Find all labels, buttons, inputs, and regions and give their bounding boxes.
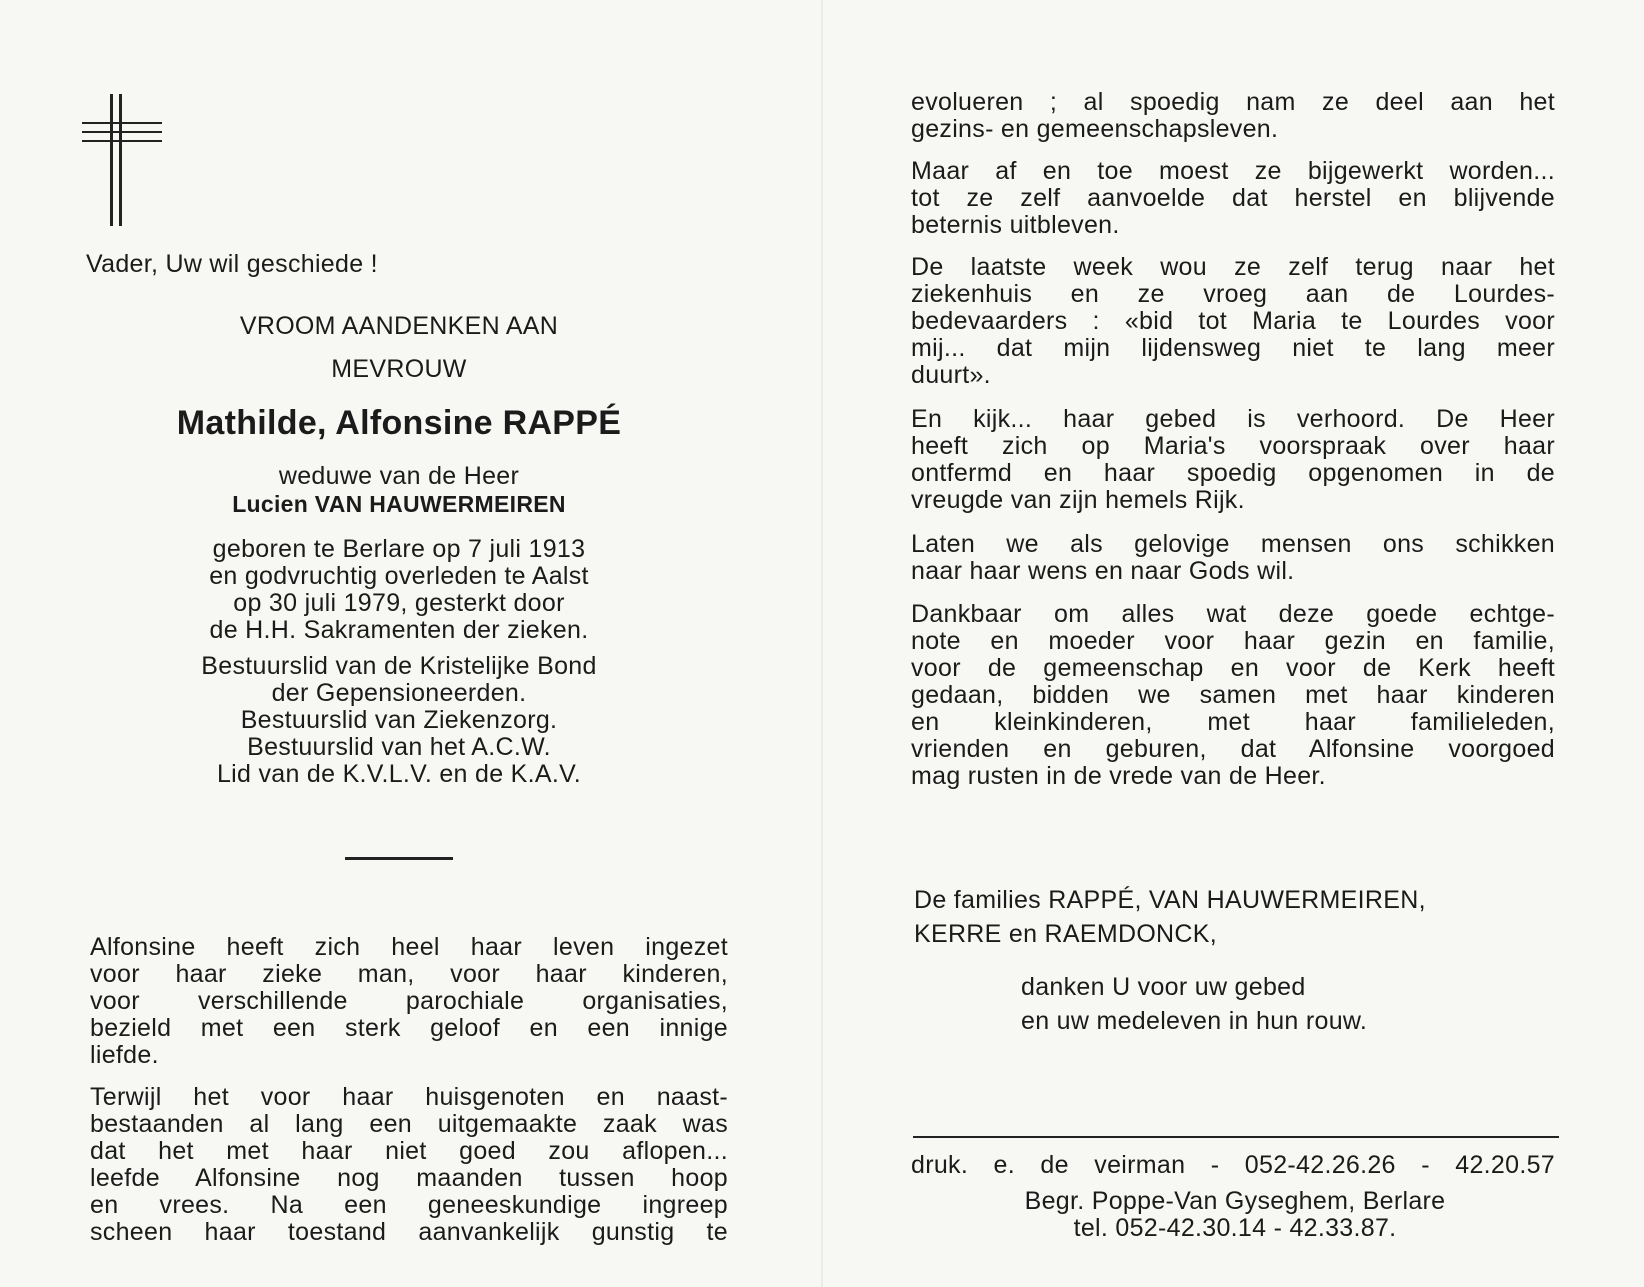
paragraph-line: vrienden en geburen, dat Alfonsine voorgoed	[911, 735, 1555, 763]
families-line: KERRE en RAEMDONCK,	[914, 920, 1217, 948]
heading-mevrouw: MEVROUW	[331, 355, 467, 383]
paragraph-line: En kijk... haar gebed is verhoord. De Heer	[911, 405, 1555, 433]
families-line: De families RAPPÉ, VAN HAUWERMEIREN,	[914, 886, 1426, 914]
paragraph-line: dat het met haar niet goed zou aflopen...	[90, 1137, 728, 1165]
paragraph-line: bedevaarders : «bid tot Maria te Lourdes voor	[911, 307, 1555, 335]
paragraph-line: voor de gemeenschap en voor de Kerk heeft	[911, 654, 1555, 682]
undertaker: Begr. Poppe-Van Gyseghem, Berlare	[1024, 1187, 1446, 1215]
paragraph-line: naar haar wens en naar Gods wil.	[911, 557, 1295, 585]
husband-name: Lucien VAN HAUWERMEIREN	[232, 491, 566, 517]
footer-divider	[913, 1136, 1559, 1138]
birth-death-line: de H.H. Sakramenten der zieken.	[209, 616, 589, 644]
membership-line: Bestuurslid van de Kristelijke Bond	[201, 652, 597, 680]
printer-credit: druk. e. de veirman - 052-42.26.26 - 42.20.57	[911, 1151, 1555, 1179]
right-page	[822, 0, 1644, 1287]
paragraph-line: mij... dat mijn lijdensweg niet te lang meer	[911, 334, 1555, 362]
paragraph-line: bestaanden al lang een uitgemaakte zaak was	[90, 1110, 728, 1138]
paragraph-line: note en moeder voor haar gezin en familie,	[911, 627, 1555, 655]
thanks-line: en uw medeleven in hun rouw.	[1021, 1007, 1368, 1035]
paragraph-line: duurt».	[911, 361, 991, 389]
birth-death-line: geboren te Berlare op 7 juli 1913	[212, 535, 586, 563]
undertaker-phone: tel. 052-42.30.14 - 42.33.87.	[1073, 1214, 1397, 1242]
membership-line: Lid van de K.V.L.V. en de K.A.V.	[216, 760, 582, 788]
paragraph-line: voor verschillende parochiale organisaties,	[90, 987, 728, 1015]
paragraph-line: De laatste week wou ze zelf terug naar het	[911, 253, 1555, 281]
paragraph-line: Alfonsine heeft zich heel haar leven ingezet	[90, 933, 728, 961]
paragraph-line: ziekenhuis en ze vroeg aan de Lourdes-	[911, 280, 1555, 308]
deceased-name: Mathilde, Alfonsine RAPPÉ	[176, 404, 622, 442]
widow-of: weduwe van de Heer	[278, 462, 520, 490]
motto: Vader, Uw wil geschiede !	[86, 250, 378, 278]
paragraph-line: en kleinkinderen, met haar familieleden,	[911, 708, 1555, 736]
paragraph-line: scheen haar toestand aanvankelijk gunstig te	[90, 1218, 728, 1246]
thanks-line: danken U voor uw gebed	[1021, 973, 1306, 1001]
paragraph-line: vreugde van zijn hemels Rijk.	[911, 486, 1245, 514]
paragraph-line: gedaan, bidden we samen met haar kinderen	[911, 681, 1555, 709]
paragraph-line: Maar af en toe moest ze bijgewerkt worden...	[911, 157, 1555, 185]
divider	[345, 857, 453, 860]
membership-line: Bestuurslid van het A.C.W.	[247, 733, 551, 761]
paragraph-line: gezins- en gemeenschapsleven.	[911, 115, 1279, 143]
paragraph-line: leefde Alfonsine nog maanden tussen hoop	[90, 1164, 728, 1192]
membership-line: Bestuurslid van Ziekenzorg.	[240, 706, 558, 734]
paragraph-line: ontfermd en haar spoedig opgenomen in de	[911, 459, 1555, 487]
paragraph-line: Laten we als gelovige mensen ons schikken	[911, 530, 1555, 558]
paragraph-line: en vrees. Na een geneeskundige ingreep	[90, 1191, 728, 1219]
paragraph-line: evolueren ; al spoedig nam ze deel aan het	[911, 88, 1555, 116]
paragraph-line: Terwijl het voor haar huisgenoten en naast-	[90, 1083, 728, 1111]
paragraph-line: mag rusten in de vrede van de Heer.	[911, 762, 1326, 790]
membership-line: der Gepensioneerden.	[271, 679, 527, 707]
paragraph-line: Dankbaar om alles wat deze goede echtge-	[911, 600, 1555, 628]
birth-death-line: en godvruchtig overleden te Aalst	[209, 562, 589, 590]
paragraph-line: heeft zich op Maria's voorspraak over haar	[911, 432, 1555, 460]
birth-death-line: op 30 juli 1979, gesterkt door	[233, 589, 565, 617]
paragraph-line: tot ze zelf aanvoelde dat herstel en blijvende	[911, 184, 1555, 212]
heading-in-memory: VROOM AANDENKEN AAN	[239, 312, 559, 340]
cross-icon	[82, 94, 162, 226]
paragraph-line: beternis uitbleven.	[911, 211, 1120, 239]
paragraph-line: voor haar zieke man, voor haar kinderen,	[90, 960, 728, 988]
paragraph-line: bezield met een sterk geloof en een innige	[90, 1014, 728, 1042]
paragraph-line: liefde.	[90, 1041, 159, 1069]
